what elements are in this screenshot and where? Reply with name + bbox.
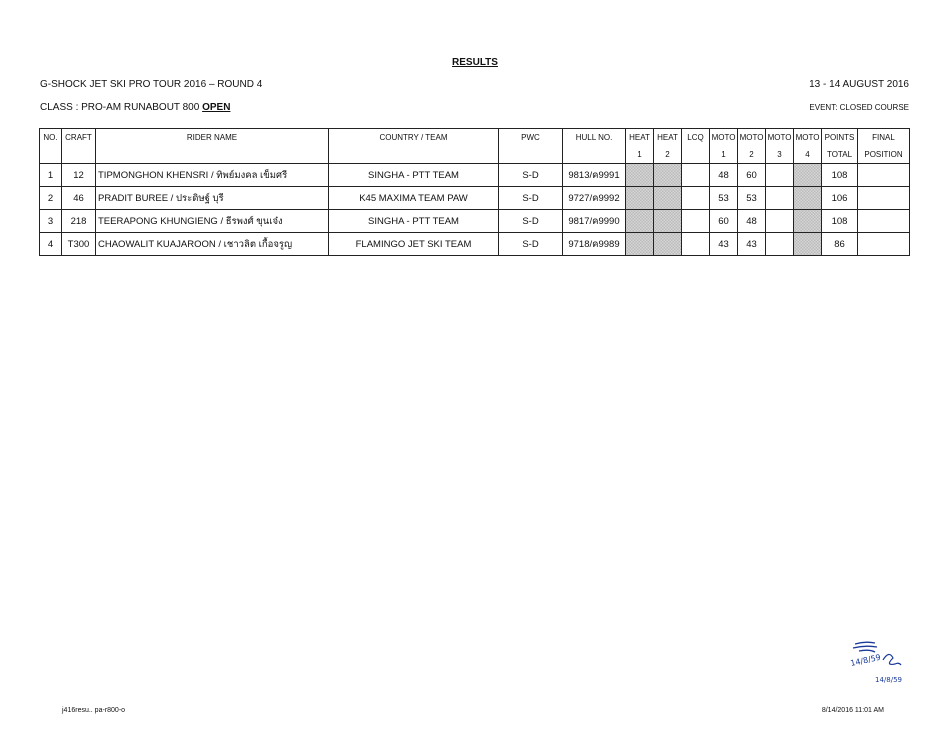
event-date: 13 - 14 AUGUST 2016 xyxy=(809,79,909,90)
cell-craft: 12 xyxy=(62,164,96,187)
col-subheader-moto1: 1 xyxy=(710,146,738,164)
table-subheader-row xyxy=(40,146,910,164)
class-line xyxy=(40,102,230,113)
cell-final xyxy=(858,164,910,187)
col-subheader-points: TOTAL xyxy=(822,146,858,164)
cell-moto4 xyxy=(794,233,822,256)
cell-points: 106 xyxy=(822,187,858,210)
cell-points: 108 xyxy=(822,164,858,187)
signature-date-2: 14/8/59 xyxy=(875,676,902,684)
col-header-heat1: HEAT xyxy=(626,129,654,147)
col-header-team: COUNTRY / TEAM xyxy=(329,129,499,147)
cell-craft: 46 xyxy=(62,187,96,210)
cell-no: 1 xyxy=(40,164,62,187)
table-row xyxy=(40,210,910,233)
cell-rider: PRADIT BUREE / ประดิษฐ์ บุรี xyxy=(96,187,329,210)
cell-team: FLAMINGO JET SKI TEAM xyxy=(329,233,499,256)
cell-hull: 9813/ค9991 xyxy=(563,164,626,187)
table-row xyxy=(40,233,910,256)
col-subheader-moto3: 3 xyxy=(766,146,794,164)
cell-heat1 xyxy=(626,210,654,233)
cell-moto4 xyxy=(794,210,822,233)
cell-team: SINGHA - PTT TEAM xyxy=(329,210,499,233)
col-subheader-no xyxy=(40,146,62,164)
cell-heat1 xyxy=(626,187,654,210)
col-subheader-moto4: 4 xyxy=(794,146,822,164)
cell-lcq xyxy=(682,233,710,256)
cell-moto1: 60 xyxy=(710,210,738,233)
cell-craft: 218 xyxy=(62,210,96,233)
cell-heat1 xyxy=(626,233,654,256)
cell-moto2: 60 xyxy=(738,164,766,187)
cell-pwc: S-D xyxy=(499,187,563,210)
cell-moto2: 48 xyxy=(738,210,766,233)
cell-team: SINGHA - PTT TEAM xyxy=(329,164,499,187)
cell-hull: 9817/ค9990 xyxy=(563,210,626,233)
cell-no: 2 xyxy=(40,187,62,210)
cell-rider: TIPMONGHON KHENSRI / ทิพย์มงคล เข็มศรี xyxy=(96,164,329,187)
cell-heat2 xyxy=(654,233,682,256)
col-header-final: FINAL xyxy=(858,129,910,147)
table-row xyxy=(40,187,910,210)
cell-heat1 xyxy=(626,164,654,187)
col-header-moto2: MOTO xyxy=(738,129,766,147)
cell-no: 3 xyxy=(40,210,62,233)
cell-moto2: 53 xyxy=(738,187,766,210)
cell-lcq xyxy=(682,187,710,210)
table-header-row xyxy=(40,129,910,147)
event-name: G-SHOCK JET SKI PRO TOUR 2016 – ROUND 4 xyxy=(40,79,263,90)
cell-points: 108 xyxy=(822,210,858,233)
event-type: EVENT: CLOSED COURSE xyxy=(809,103,909,112)
col-subheader-moto2: 2 xyxy=(738,146,766,164)
col-subheader-heat1: 1 xyxy=(626,146,654,164)
cell-rider: TEERAPONG KHUNGIENG / ธีรพงศ์ ขุนเจ๋ง xyxy=(96,210,329,233)
col-subheader-craft xyxy=(62,146,96,164)
cell-pwc: S-D xyxy=(499,233,563,256)
page-title: RESULTS xyxy=(452,57,498,68)
signature xyxy=(845,638,907,688)
col-subheader-pwc xyxy=(499,146,563,164)
col-subheader-lcq xyxy=(682,146,710,164)
cell-craft: T300 xyxy=(62,233,96,256)
col-header-lcq: LCQ xyxy=(682,129,710,147)
cell-moto3 xyxy=(766,233,794,256)
cell-hull: 9718/ค9989 xyxy=(563,233,626,256)
cell-points: 86 xyxy=(822,233,858,256)
table-row xyxy=(40,164,910,187)
cell-final xyxy=(858,233,910,256)
col-header-pwc: PWC xyxy=(499,129,563,147)
results-table xyxy=(39,128,910,256)
cell-moto2: 43 xyxy=(738,233,766,256)
cell-lcq xyxy=(682,164,710,187)
col-subheader-final: POSITION xyxy=(858,146,910,164)
col-header-hull: HULL NO. xyxy=(563,129,626,147)
col-subheader-rider xyxy=(96,146,329,164)
footer-timestamp: 8/14/2016 11:01 AM xyxy=(821,707,884,714)
cell-lcq xyxy=(682,210,710,233)
signature-date-1: 14/8/59 xyxy=(849,652,882,668)
cell-heat2 xyxy=(654,210,682,233)
cell-heat2 xyxy=(654,164,682,187)
cell-moto1: 53 xyxy=(710,187,738,210)
cell-rider: CHAOWALIT KUAJAROON / เชาวลิต เกื้อจรูญ xyxy=(96,233,329,256)
cell-moto1: 43 xyxy=(710,233,738,256)
col-header-rider: RIDER NAME xyxy=(96,129,329,147)
col-subheader-heat2: 2 xyxy=(654,146,682,164)
cell-pwc: S-D xyxy=(499,164,563,187)
class-open-label: OPEN xyxy=(202,102,231,113)
cell-moto3 xyxy=(766,164,794,187)
cell-pwc: S-D xyxy=(499,210,563,233)
col-header-moto1: MOTO xyxy=(710,129,738,147)
col-header-points: POINTS xyxy=(822,129,858,147)
footer-file-reference: j416resu.. pa-r800-o xyxy=(62,707,126,714)
cell-moto3 xyxy=(766,210,794,233)
col-header-moto4: MOTO xyxy=(794,129,822,147)
col-header-no: NO. xyxy=(40,129,62,147)
cell-final xyxy=(858,187,910,210)
cell-moto1: 48 xyxy=(710,164,738,187)
cell-moto4 xyxy=(794,164,822,187)
cell-team: K45 MAXIMA TEAM PAW xyxy=(329,187,499,210)
col-header-heat2: HEAT xyxy=(654,129,682,147)
col-subheader-hull xyxy=(563,146,626,164)
cell-moto3 xyxy=(766,187,794,210)
cell-no: 4 xyxy=(40,233,62,256)
class-label: CLASS : PRO-AM RUNABOUT 800 xyxy=(40,102,203,113)
cell-heat2 xyxy=(654,187,682,210)
col-header-craft: CRAFT xyxy=(62,129,96,147)
cell-final xyxy=(858,210,910,233)
col-header-moto3: MOTO xyxy=(766,129,794,147)
cell-hull: 9727/ค9992 xyxy=(563,187,626,210)
cell-moto4 xyxy=(794,187,822,210)
col-subheader-team xyxy=(329,146,499,164)
